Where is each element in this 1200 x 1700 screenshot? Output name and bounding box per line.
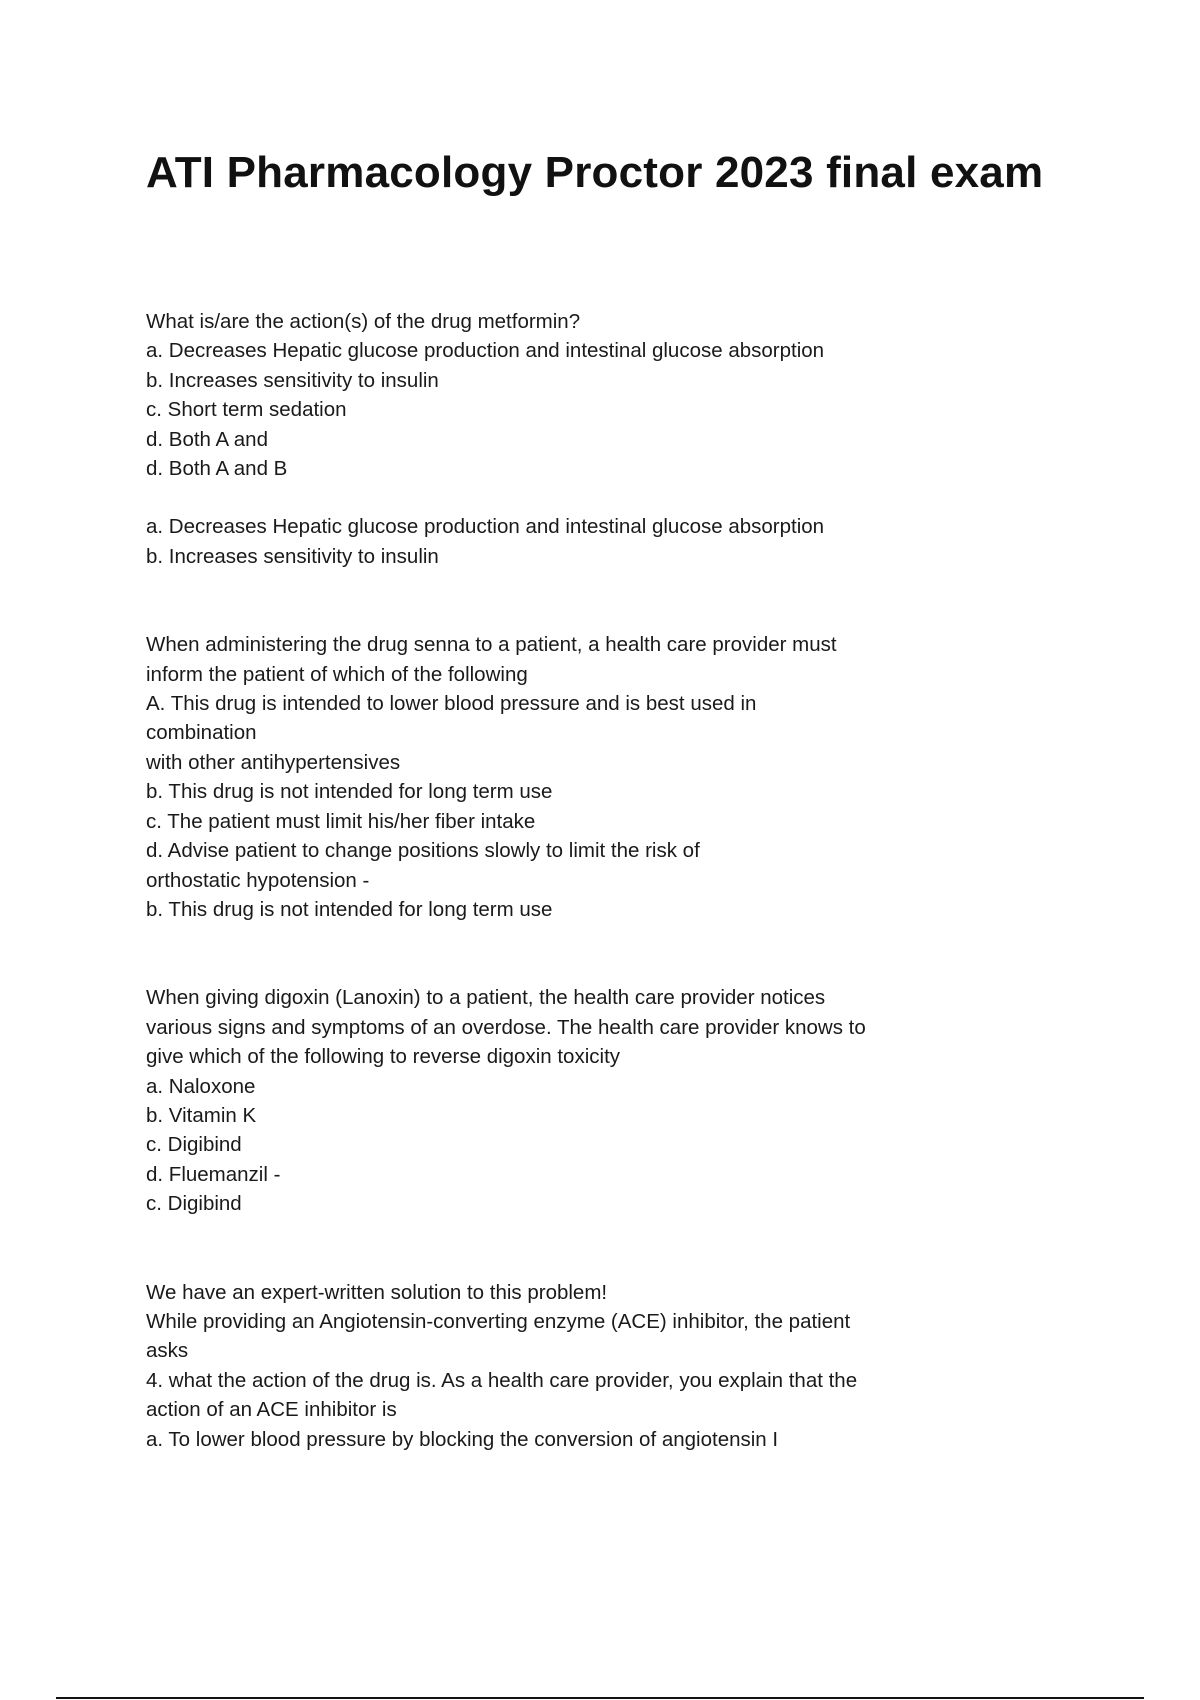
prompt-line: 4. what the action of the drug is. As a health care provider, you explain that the <box>146 1368 858 1392</box>
correct-answer <box>146 895 1046 924</box>
option-line: d. Advise patient to change positions slowly to limit the risk of <box>146 839 700 863</box>
option-line: a. Decreases Hepatic glucose production and intestinal glucose absorption <box>146 339 825 363</box>
correct-answer <box>146 1189 1046 1218</box>
answer-options <box>146 336 1046 483</box>
option-line: combination <box>146 721 257 745</box>
option-line: d. Fluemanzil - <box>146 1162 281 1186</box>
question-metformin <box>146 307 1046 571</box>
question-prompt <box>146 630 1046 689</box>
question-digoxin <box>146 983 1046 1218</box>
document-body <box>146 307 1046 1454</box>
prompt-line: When administering the drug senna to a patient, a health care provider must <box>146 633 837 657</box>
answer-line: a. Decreases Hepatic glucose production and intestinal glucose absorption <box>146 515 825 539</box>
prompt-line: asks <box>146 1339 189 1363</box>
answer-line: b. This drug is not intended for long term use <box>146 897 553 921</box>
answer-line: b. Increases sensitivity to insulin <box>146 544 439 568</box>
prompt-line: While providing an Angiotensin-converting enzyme (ACE) inhibitor, the patient <box>146 1309 851 1333</box>
option-line: a. Naloxone <box>146 1074 256 1098</box>
prompt-line: inform the patient of which of the following <box>146 662 528 686</box>
option-line: d. Both A and <box>146 427 268 451</box>
question-prompt <box>146 983 1046 1071</box>
answer-options <box>146 689 1046 895</box>
page-title: ATI Pharmacology Proctor 2023 final exam <box>146 148 1044 197</box>
prompt-line: a. To lower blood pressure by blocking the conversion of angiotensin I <box>146 1427 779 1451</box>
question-senna <box>146 630 1046 924</box>
prompt-line: give which of the following to reverse digoxin toxicity <box>146 1045 621 1069</box>
prompt-line: When giving digoxin (Lanoxin) to a patient, the health care provider notices <box>146 986 826 1010</box>
option-line: c. Digibind <box>146 1133 242 1157</box>
option-line: b. Increases sensitivity to insulin <box>146 368 439 392</box>
correct-answer <box>146 512 1046 571</box>
option-line: d. Both A and B <box>146 457 288 481</box>
question-prompt <box>146 1278 1046 1454</box>
footer-divider <box>56 1697 1144 1699</box>
option-line: orthostatic hypotension - <box>146 868 370 892</box>
question-ace-inhibitor <box>146 1278 1046 1454</box>
option-line: A. This drug is intended to lower blood pressure and is best used in <box>146 692 757 716</box>
option-line: b. Vitamin K <box>146 1103 257 1127</box>
option-line: with other antihypertensives <box>146 750 401 774</box>
option-line: b. This drug is not intended for long term use <box>146 780 553 804</box>
option-line: c. The patient must limit his/her fiber intake <box>146 809 536 833</box>
prompt-line: We have an expert-written solution to this problem! <box>146 1280 608 1304</box>
question-prompt <box>146 307 1046 336</box>
answer-line: c. Digibind <box>146 1192 242 1216</box>
option-line: c. Short term sedation <box>146 398 347 422</box>
answer-options <box>146 1072 1046 1190</box>
prompt-line: action of an ACE inhibitor is <box>146 1398 397 1422</box>
prompt-line: What is/are the action(s) of the drug metformin? <box>146 310 581 333</box>
prompt-line: various signs and symptoms of an overdose. The health care provider knows to <box>146 1015 866 1039</box>
